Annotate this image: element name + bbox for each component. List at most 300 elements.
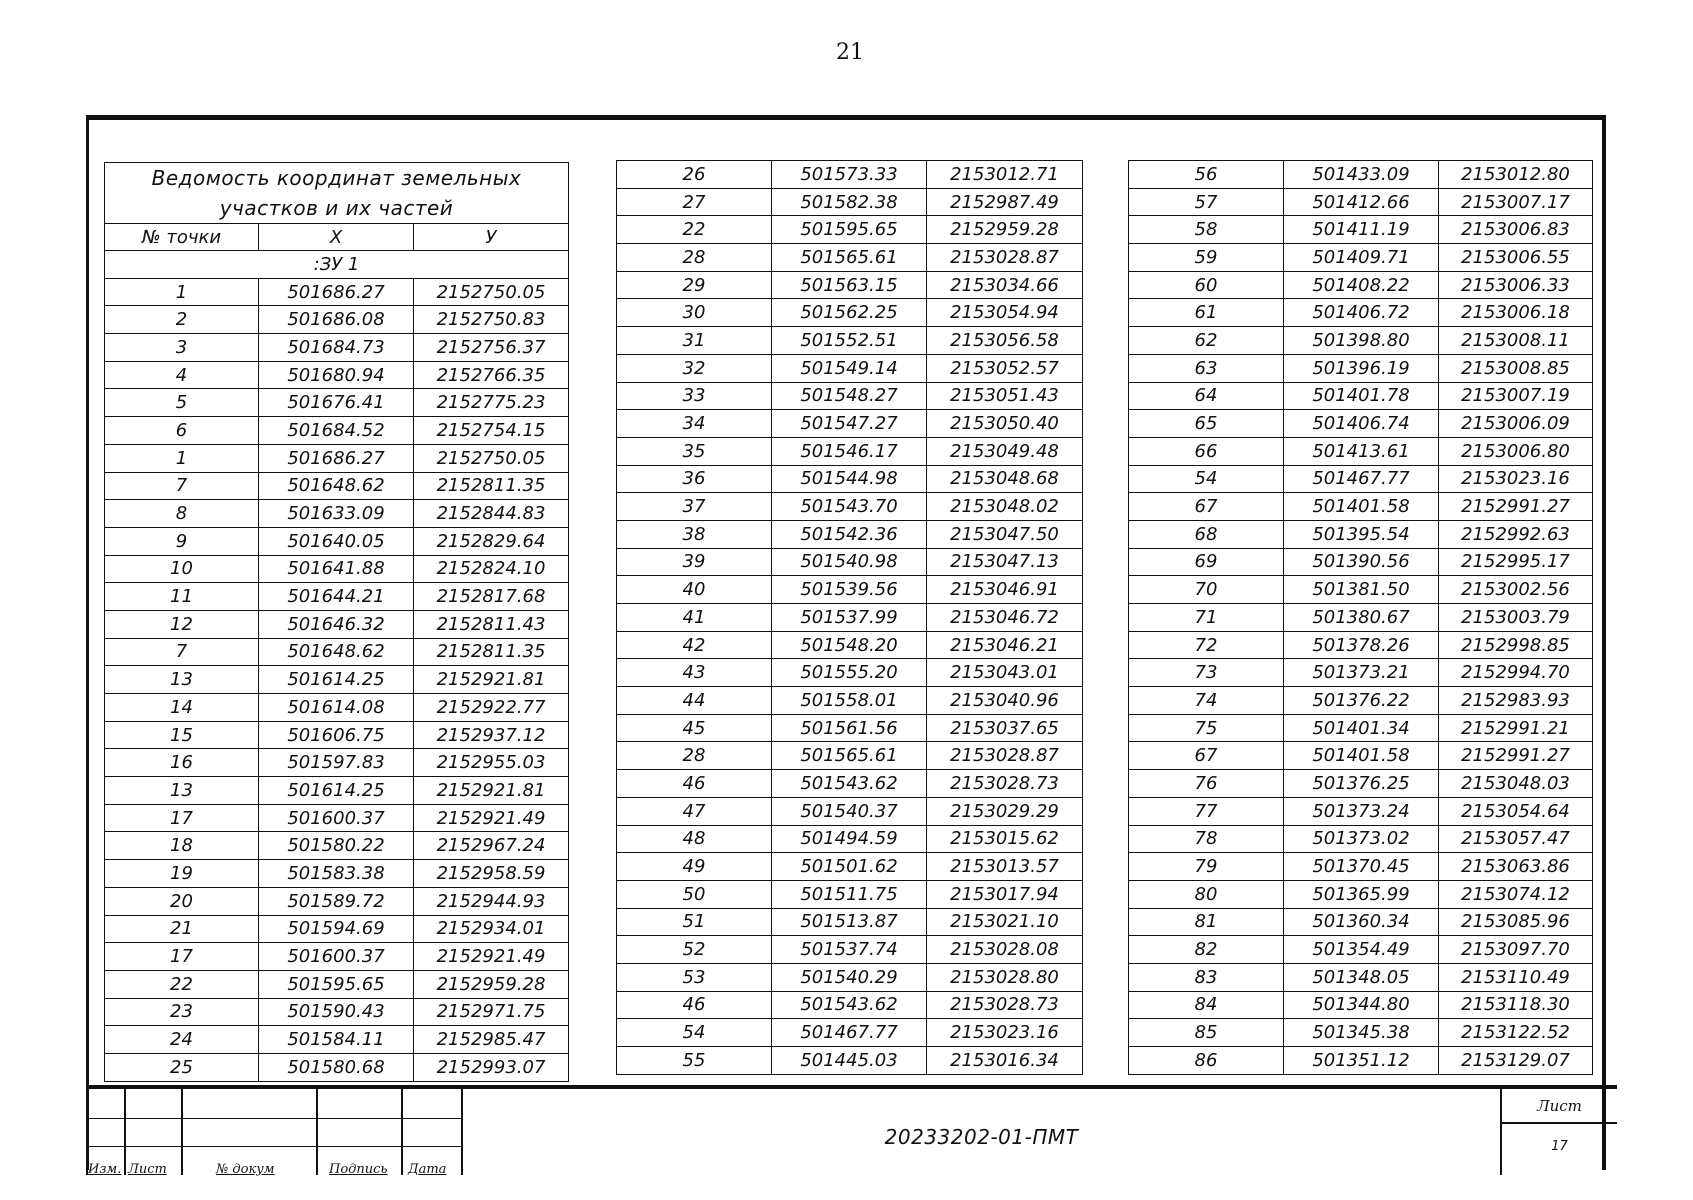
x-coordinate-cell: 501686.27 bbox=[259, 444, 414, 472]
x-coordinate-cell: 501614.25 bbox=[259, 777, 414, 805]
table-row bbox=[1129, 327, 1593, 355]
table-row bbox=[617, 354, 1083, 382]
table-row bbox=[617, 659, 1083, 687]
y-coordinate-cell: 2153017.94 bbox=[927, 880, 1083, 908]
y-coordinate-cell: 2152983.93 bbox=[1439, 687, 1593, 715]
x-coordinate-cell: 501370.45 bbox=[1284, 853, 1439, 881]
point-number-cell: 4 bbox=[105, 361, 259, 389]
table-row bbox=[105, 583, 569, 611]
table-row bbox=[617, 382, 1083, 410]
header-point: № точки bbox=[105, 224, 259, 251]
point-number-cell: 58 bbox=[1129, 216, 1284, 244]
table-row bbox=[105, 721, 569, 749]
x-coordinate-cell: 501395.54 bbox=[1284, 520, 1439, 548]
stamp-label-izm: Изм. bbox=[88, 1162, 122, 1177]
table-row bbox=[617, 908, 1083, 936]
coordinates-table-1 bbox=[104, 162, 569, 1082]
point-number-cell: 1 bbox=[105, 278, 259, 306]
x-coordinate-cell: 501376.25 bbox=[1284, 770, 1439, 798]
point-number-cell: 60 bbox=[1129, 271, 1284, 299]
y-coordinate-cell: 2152991.21 bbox=[1439, 714, 1593, 742]
x-coordinate-cell: 501539.56 bbox=[772, 576, 927, 604]
point-number-cell: 48 bbox=[617, 825, 772, 853]
point-number-cell: 30 bbox=[617, 299, 772, 327]
x-coordinate-cell: 501396.19 bbox=[1284, 354, 1439, 382]
y-coordinate-cell: 2152921.81 bbox=[414, 666, 569, 694]
y-coordinate-cell: 2152998.85 bbox=[1439, 631, 1593, 659]
point-number-cell: 26 bbox=[617, 161, 772, 189]
point-number-cell: 65 bbox=[1129, 410, 1284, 438]
coordinates-table-2 bbox=[616, 160, 1083, 1075]
point-number-cell: 42 bbox=[617, 631, 772, 659]
y-coordinate-cell: 2153015.62 bbox=[927, 825, 1083, 853]
point-number-cell: 17 bbox=[105, 943, 259, 971]
point-number-cell: 29 bbox=[617, 271, 772, 299]
y-coordinate-cell: 2152824.10 bbox=[414, 555, 569, 583]
x-coordinate-cell: 501548.27 bbox=[772, 382, 927, 410]
y-coordinate-cell: 2153007.17 bbox=[1439, 188, 1593, 216]
table-row bbox=[105, 417, 569, 445]
document-code: 20233202-01-ПМТ bbox=[884, 1125, 1079, 1149]
y-coordinate-cell: 2153028.73 bbox=[927, 770, 1083, 798]
x-coordinate-cell: 501548.20 bbox=[772, 631, 927, 659]
x-coordinate-cell: 501398.80 bbox=[1284, 327, 1439, 355]
y-coordinate-cell: 2153021.10 bbox=[927, 908, 1083, 936]
table-row bbox=[1129, 825, 1593, 853]
y-coordinate-cell: 2153006.80 bbox=[1439, 437, 1593, 465]
table-row bbox=[1129, 797, 1593, 825]
x-coordinate-cell: 501540.29 bbox=[772, 963, 927, 991]
point-number-cell: 9 bbox=[105, 527, 259, 555]
point-number-cell: 28 bbox=[617, 244, 772, 272]
point-number-cell: 86 bbox=[1129, 1047, 1284, 1075]
point-number-cell: 83 bbox=[1129, 963, 1284, 991]
point-number-cell: 72 bbox=[1129, 631, 1284, 659]
y-coordinate-cell: 2152993.07 bbox=[414, 1053, 569, 1081]
point-number-cell: 64 bbox=[1129, 382, 1284, 410]
x-coordinate-cell: 501676.41 bbox=[259, 389, 414, 417]
coordinates-body-2 bbox=[617, 161, 1083, 1075]
y-coordinate-cell: 2153129.07 bbox=[1439, 1047, 1593, 1075]
y-coordinate-cell: 2152817.68 bbox=[414, 583, 569, 611]
header-y: У bbox=[414, 224, 569, 251]
table-row bbox=[105, 666, 569, 694]
sheet-number: 17 bbox=[1551, 1139, 1568, 1154]
y-coordinate-cell: 2153028.80 bbox=[927, 963, 1083, 991]
table-row bbox=[105, 444, 569, 472]
point-number-cell: 59 bbox=[1129, 244, 1284, 272]
point-number-cell: 28 bbox=[617, 742, 772, 770]
table-row bbox=[617, 797, 1083, 825]
y-coordinate-cell: 2152811.35 bbox=[414, 638, 569, 666]
y-coordinate-cell: 2153012.71 bbox=[927, 161, 1083, 189]
x-coordinate-cell: 501555.20 bbox=[772, 659, 927, 687]
x-coordinate-cell: 501595.65 bbox=[259, 970, 414, 998]
table-row bbox=[105, 887, 569, 915]
coordinates-body-1 bbox=[105, 278, 569, 1081]
x-coordinate-cell: 501467.77 bbox=[772, 1019, 927, 1047]
x-coordinate-cell: 501594.69 bbox=[259, 915, 414, 943]
point-number-cell: 46 bbox=[617, 991, 772, 1019]
table-row bbox=[1129, 548, 1593, 576]
stamp-label-sign: Подпись bbox=[329, 1162, 388, 1177]
table-row bbox=[1129, 963, 1593, 991]
sheet-label: Лист bbox=[1537, 1097, 1582, 1115]
table-row bbox=[1129, 216, 1593, 244]
section-label: :ЗУ 1 bbox=[105, 251, 569, 279]
point-number-cell: 57 bbox=[1129, 188, 1284, 216]
x-coordinate-cell: 501563.15 bbox=[772, 271, 927, 299]
x-coordinate-cell: 501433.09 bbox=[1284, 161, 1439, 189]
x-coordinate-cell: 501547.27 bbox=[772, 410, 927, 438]
point-number-cell: 85 bbox=[1129, 1019, 1284, 1047]
x-coordinate-cell: 501411.19 bbox=[1284, 216, 1439, 244]
x-coordinate-cell: 501401.58 bbox=[1284, 742, 1439, 770]
x-coordinate-cell: 501413.61 bbox=[1284, 437, 1439, 465]
point-number-cell: 55 bbox=[617, 1047, 772, 1075]
y-coordinate-cell: 2153046.21 bbox=[927, 631, 1083, 659]
y-coordinate-cell: 2152934.01 bbox=[414, 915, 569, 943]
point-number-cell: 3 bbox=[105, 334, 259, 362]
table-row bbox=[617, 216, 1083, 244]
y-coordinate-cell: 2153006.18 bbox=[1439, 299, 1593, 327]
table-row bbox=[1129, 714, 1593, 742]
stamp-label-date: Дата bbox=[408, 1162, 447, 1177]
table-row bbox=[617, 576, 1083, 604]
y-coordinate-cell: 2153034.66 bbox=[927, 271, 1083, 299]
point-number-cell: 81 bbox=[1129, 908, 1284, 936]
x-coordinate-cell: 501686.27 bbox=[259, 278, 414, 306]
x-coordinate-cell: 501401.58 bbox=[1284, 493, 1439, 521]
x-coordinate-cell: 501686.08 bbox=[259, 306, 414, 334]
table-row bbox=[1129, 908, 1593, 936]
point-number-cell: 32 bbox=[617, 354, 772, 382]
y-coordinate-cell: 2153040.96 bbox=[927, 687, 1083, 715]
y-coordinate-cell: 2152811.35 bbox=[414, 472, 569, 500]
y-coordinate-cell: 2153050.40 bbox=[927, 410, 1083, 438]
x-coordinate-cell: 501584.11 bbox=[259, 1026, 414, 1054]
table-row bbox=[105, 804, 569, 832]
table-row bbox=[105, 1026, 569, 1054]
point-number-cell: 54 bbox=[617, 1019, 772, 1047]
point-number-cell: 22 bbox=[617, 216, 772, 244]
point-number-cell: 82 bbox=[1129, 936, 1284, 964]
point-number-cell: 80 bbox=[1129, 880, 1284, 908]
x-coordinate-cell: 501511.75 bbox=[772, 880, 927, 908]
point-number-cell: 54 bbox=[1129, 465, 1284, 493]
y-coordinate-cell: 2153048.02 bbox=[927, 493, 1083, 521]
y-coordinate-cell: 2152971.75 bbox=[414, 998, 569, 1026]
x-coordinate-cell: 501494.59 bbox=[772, 825, 927, 853]
point-number-cell: 78 bbox=[1129, 825, 1284, 853]
revision-grid bbox=[86, 1089, 461, 1175]
x-coordinate-cell: 501542.36 bbox=[772, 520, 927, 548]
x-coordinate-cell: 501644.21 bbox=[259, 583, 414, 611]
point-number-cell: 13 bbox=[105, 666, 259, 694]
y-coordinate-cell: 2153063.86 bbox=[1439, 853, 1593, 881]
x-coordinate-cell: 501590.43 bbox=[259, 998, 414, 1026]
y-coordinate-cell: 2153006.55 bbox=[1439, 244, 1593, 272]
table-row bbox=[1129, 1019, 1593, 1047]
y-coordinate-cell: 2153051.43 bbox=[927, 382, 1083, 410]
y-coordinate-cell: 2152921.49 bbox=[414, 804, 569, 832]
x-coordinate-cell: 501540.37 bbox=[772, 797, 927, 825]
point-number-cell: 23 bbox=[105, 998, 259, 1026]
point-number-cell: 1 bbox=[105, 444, 259, 472]
y-coordinate-cell: 2153118.30 bbox=[1439, 991, 1593, 1019]
table-row bbox=[1129, 770, 1593, 798]
point-number-cell: 61 bbox=[1129, 299, 1284, 327]
x-coordinate-cell: 501580.22 bbox=[259, 832, 414, 860]
point-number-cell: 7 bbox=[105, 638, 259, 666]
table-row bbox=[105, 306, 569, 334]
y-coordinate-cell: 2153097.70 bbox=[1439, 936, 1593, 964]
point-number-cell: 66 bbox=[1129, 437, 1284, 465]
x-coordinate-cell: 501380.67 bbox=[1284, 604, 1439, 632]
point-number-cell: 47 bbox=[617, 797, 772, 825]
table-row bbox=[105, 694, 569, 722]
x-coordinate-cell: 501561.56 bbox=[772, 714, 927, 742]
table-row bbox=[1129, 1047, 1593, 1075]
y-coordinate-cell: 2153054.64 bbox=[1439, 797, 1593, 825]
y-coordinate-cell: 2152754.15 bbox=[414, 417, 569, 445]
x-coordinate-cell: 501467.77 bbox=[1284, 465, 1439, 493]
table-row bbox=[617, 548, 1083, 576]
x-coordinate-cell: 501580.68 bbox=[259, 1053, 414, 1081]
point-number-cell: 16 bbox=[105, 749, 259, 777]
y-coordinate-cell: 2152750.83 bbox=[414, 306, 569, 334]
y-coordinate-cell: 2152844.83 bbox=[414, 500, 569, 528]
table-row bbox=[1129, 520, 1593, 548]
y-coordinate-cell: 2152987.49 bbox=[927, 188, 1083, 216]
point-number-cell: 6 bbox=[105, 417, 259, 445]
x-coordinate-cell: 501381.50 bbox=[1284, 576, 1439, 604]
point-number-cell: 15 bbox=[105, 721, 259, 749]
coordinates-table-3 bbox=[1128, 160, 1593, 1075]
table-row bbox=[1129, 853, 1593, 881]
point-number-cell: 12 bbox=[105, 610, 259, 638]
x-coordinate-cell: 501373.21 bbox=[1284, 659, 1439, 687]
x-coordinate-cell: 501537.99 bbox=[772, 604, 927, 632]
x-coordinate-cell: 501582.38 bbox=[772, 188, 927, 216]
table-row bbox=[105, 777, 569, 805]
table-row bbox=[617, 714, 1083, 742]
point-number-cell: 49 bbox=[617, 853, 772, 881]
x-coordinate-cell: 501543.62 bbox=[772, 770, 927, 798]
table-row bbox=[1129, 576, 1593, 604]
y-coordinate-cell: 2152756.37 bbox=[414, 334, 569, 362]
table-row bbox=[617, 410, 1083, 438]
table-row bbox=[617, 687, 1083, 715]
table-row bbox=[1129, 936, 1593, 964]
table-row bbox=[105, 527, 569, 555]
y-coordinate-cell: 2152959.28 bbox=[927, 216, 1083, 244]
table-row bbox=[617, 1019, 1083, 1047]
y-coordinate-cell: 2153029.29 bbox=[927, 797, 1083, 825]
point-number-cell: 53 bbox=[617, 963, 772, 991]
table-row bbox=[617, 825, 1083, 853]
y-coordinate-cell: 2153047.50 bbox=[927, 520, 1083, 548]
point-number-cell: 13 bbox=[105, 777, 259, 805]
x-coordinate-cell: 501544.98 bbox=[772, 465, 927, 493]
point-number-cell: 34 bbox=[617, 410, 772, 438]
point-number-cell: 67 bbox=[1129, 493, 1284, 521]
point-number-cell: 62 bbox=[1129, 327, 1284, 355]
x-coordinate-cell: 501401.78 bbox=[1284, 382, 1439, 410]
table-row bbox=[617, 520, 1083, 548]
table-row bbox=[105, 389, 569, 417]
table-row bbox=[617, 161, 1083, 189]
point-number-cell: 74 bbox=[1129, 687, 1284, 715]
table-row bbox=[617, 936, 1083, 964]
x-coordinate-cell: 501562.25 bbox=[772, 299, 927, 327]
y-coordinate-cell: 2152922.77 bbox=[414, 694, 569, 722]
point-number-cell: 56 bbox=[1129, 161, 1284, 189]
point-number-cell: 10 bbox=[105, 555, 259, 583]
y-coordinate-cell: 2153002.56 bbox=[1439, 576, 1593, 604]
x-coordinate-cell: 501543.70 bbox=[772, 493, 927, 521]
table-row bbox=[1129, 880, 1593, 908]
x-coordinate-cell: 501552.51 bbox=[772, 327, 927, 355]
table-row bbox=[617, 327, 1083, 355]
table-row bbox=[1129, 493, 1593, 521]
table-row bbox=[105, 472, 569, 500]
x-coordinate-cell: 501537.74 bbox=[772, 936, 927, 964]
point-number-cell: 33 bbox=[617, 382, 772, 410]
table-row bbox=[105, 555, 569, 583]
y-coordinate-cell: 2153028.73 bbox=[927, 991, 1083, 1019]
table-row bbox=[617, 299, 1083, 327]
x-coordinate-cell: 501565.61 bbox=[772, 244, 927, 272]
x-coordinate-cell: 501513.87 bbox=[772, 908, 927, 936]
y-coordinate-cell: 2152829.64 bbox=[414, 527, 569, 555]
y-coordinate-cell: 2153006.09 bbox=[1439, 410, 1593, 438]
y-coordinate-cell: 2153049.48 bbox=[927, 437, 1083, 465]
y-coordinate-cell: 2152937.12 bbox=[414, 721, 569, 749]
y-coordinate-cell: 2152995.17 bbox=[1439, 548, 1593, 576]
table-row bbox=[1129, 659, 1593, 687]
point-number-cell: 71 bbox=[1129, 604, 1284, 632]
x-coordinate-cell: 501589.72 bbox=[259, 887, 414, 915]
table-row bbox=[105, 749, 569, 777]
point-number-cell: 41 bbox=[617, 604, 772, 632]
x-coordinate-cell: 501345.38 bbox=[1284, 1019, 1439, 1047]
point-number-cell: 63 bbox=[1129, 354, 1284, 382]
y-coordinate-cell: 2153043.01 bbox=[927, 659, 1083, 687]
point-number-cell: 21 bbox=[105, 915, 259, 943]
table-row bbox=[617, 188, 1083, 216]
x-coordinate-cell: 501648.62 bbox=[259, 638, 414, 666]
table-row bbox=[617, 437, 1083, 465]
y-coordinate-cell: 2152985.47 bbox=[414, 1026, 569, 1054]
y-coordinate-cell: 2152775.23 bbox=[414, 389, 569, 417]
point-number-cell: 22 bbox=[105, 970, 259, 998]
x-coordinate-cell: 501565.61 bbox=[772, 742, 927, 770]
point-number-cell: 73 bbox=[1129, 659, 1284, 687]
table-row bbox=[105, 638, 569, 666]
x-coordinate-cell: 501408.22 bbox=[1284, 271, 1439, 299]
point-number-cell: 67 bbox=[1129, 742, 1284, 770]
y-coordinate-cell: 2153056.58 bbox=[927, 327, 1083, 355]
y-coordinate-cell: 2153028.87 bbox=[927, 244, 1083, 272]
x-coordinate-cell: 501633.09 bbox=[259, 500, 414, 528]
x-coordinate-cell: 501641.88 bbox=[259, 555, 414, 583]
y-coordinate-cell: 2152955.03 bbox=[414, 749, 569, 777]
point-number-cell: 35 bbox=[617, 437, 772, 465]
x-coordinate-cell: 501412.66 bbox=[1284, 188, 1439, 216]
table-row bbox=[617, 604, 1083, 632]
x-coordinate-cell: 501406.72 bbox=[1284, 299, 1439, 327]
y-coordinate-cell: 2153012.80 bbox=[1439, 161, 1593, 189]
y-coordinate-cell: 2153048.68 bbox=[927, 465, 1083, 493]
y-coordinate-cell: 2152944.93 bbox=[414, 887, 569, 915]
table-row bbox=[1129, 687, 1593, 715]
point-number-cell: 44 bbox=[617, 687, 772, 715]
x-coordinate-cell: 501373.24 bbox=[1284, 797, 1439, 825]
point-number-cell: 46 bbox=[617, 770, 772, 798]
table-row bbox=[105, 500, 569, 528]
table-row bbox=[1129, 244, 1593, 272]
x-coordinate-cell: 501558.01 bbox=[772, 687, 927, 715]
y-coordinate-cell: 2152994.70 bbox=[1439, 659, 1593, 687]
y-coordinate-cell: 2152921.81 bbox=[414, 777, 569, 805]
y-coordinate-cell: 2152750.05 bbox=[414, 278, 569, 306]
x-coordinate-cell: 501543.62 bbox=[772, 991, 927, 1019]
point-number-cell: 19 bbox=[105, 860, 259, 888]
x-coordinate-cell: 501614.08 bbox=[259, 694, 414, 722]
table-row bbox=[105, 943, 569, 971]
y-coordinate-cell: 2153110.49 bbox=[1439, 963, 1593, 991]
table-row bbox=[1129, 465, 1593, 493]
x-coordinate-cell: 501646.32 bbox=[259, 610, 414, 638]
point-number-cell: 40 bbox=[617, 576, 772, 604]
coordinates-body-3 bbox=[1129, 161, 1593, 1075]
point-number-cell: 25 bbox=[105, 1053, 259, 1081]
table-row bbox=[617, 770, 1083, 798]
table-row bbox=[105, 915, 569, 943]
table-row bbox=[1129, 991, 1593, 1019]
y-coordinate-cell: 2153016.34 bbox=[927, 1047, 1083, 1075]
y-coordinate-cell: 2153008.85 bbox=[1439, 354, 1593, 382]
x-coordinate-cell: 501573.33 bbox=[772, 161, 927, 189]
point-number-cell: 36 bbox=[617, 465, 772, 493]
table-row bbox=[617, 853, 1083, 881]
point-number-cell: 68 bbox=[1129, 520, 1284, 548]
point-number-cell: 7 bbox=[105, 472, 259, 500]
table-row bbox=[1129, 631, 1593, 659]
table-row bbox=[617, 1047, 1083, 1075]
y-coordinate-cell: 2153013.57 bbox=[927, 853, 1083, 881]
table-row bbox=[617, 631, 1083, 659]
x-coordinate-cell: 501445.03 bbox=[772, 1047, 927, 1075]
table-row bbox=[105, 334, 569, 362]
table-row bbox=[1129, 604, 1593, 632]
x-coordinate-cell: 501648.62 bbox=[259, 472, 414, 500]
y-coordinate-cell: 2152992.63 bbox=[1439, 520, 1593, 548]
y-coordinate-cell: 2153047.13 bbox=[927, 548, 1083, 576]
y-coordinate-cell: 2152991.27 bbox=[1439, 493, 1593, 521]
x-coordinate-cell: 501360.34 bbox=[1284, 908, 1439, 936]
x-coordinate-cell: 501583.38 bbox=[259, 860, 414, 888]
x-coordinate-cell: 501406.74 bbox=[1284, 410, 1439, 438]
x-coordinate-cell: 501614.25 bbox=[259, 666, 414, 694]
y-coordinate-cell: 2152766.35 bbox=[414, 361, 569, 389]
table-row bbox=[617, 244, 1083, 272]
y-coordinate-cell: 2153046.91 bbox=[927, 576, 1083, 604]
x-coordinate-cell: 501684.52 bbox=[259, 417, 414, 445]
x-coordinate-cell: 501597.83 bbox=[259, 749, 414, 777]
x-coordinate-cell: 501373.02 bbox=[1284, 825, 1439, 853]
